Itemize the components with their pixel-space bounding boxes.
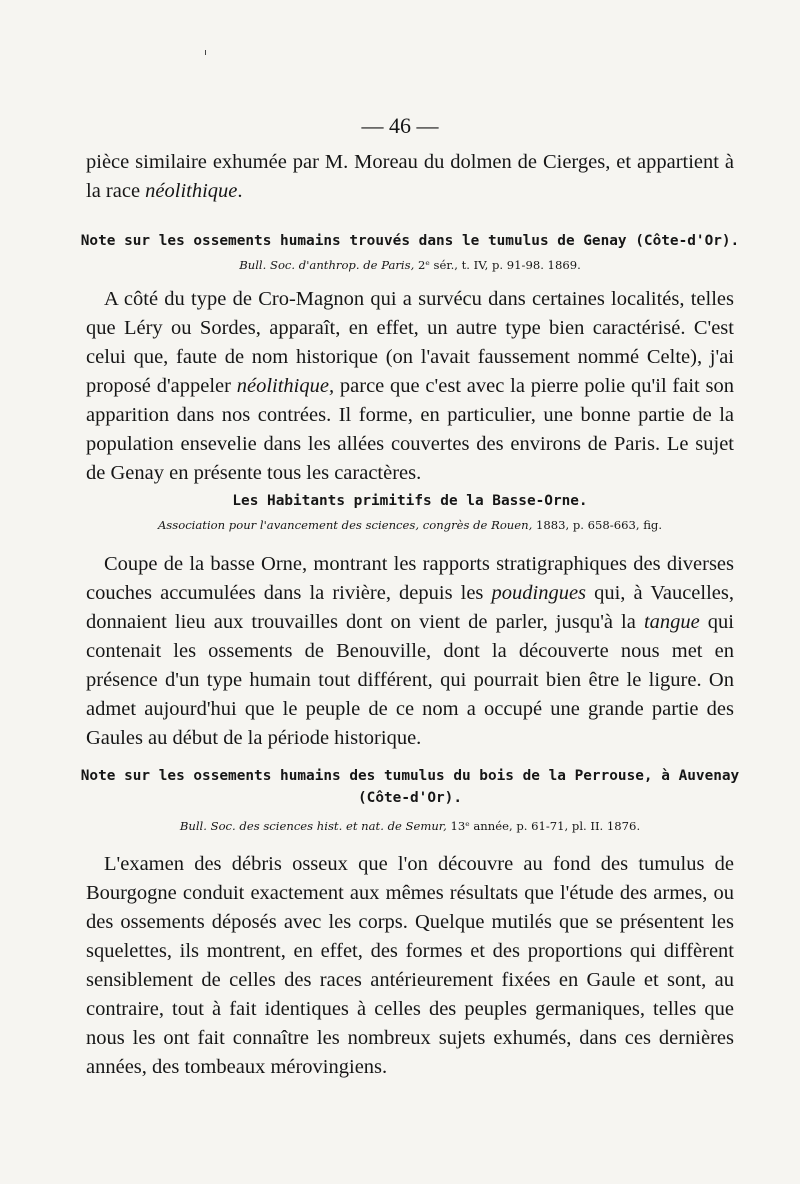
section-heading-basse-orne: Les Habitants primitifs de la Basse-Orne.: [232, 493, 588, 509]
citation-basse-orne: Association pour l'avancement des sciences, congrès de Rouen, 1883, p. 658-663, fig.: [157, 518, 663, 532]
section-heading-genay: Note sur les ossements humains trouvés dans le tumulus de Genay (Côte-d'Or).: [80, 233, 740, 249]
paragraph-genay-block: [86, 285, 734, 488]
section-heading-perrouse-line2: (Côte-d'Or).: [358, 790, 462, 806]
intro-paragraph: pièce similaire exhumée par M. Moreau du dolmen de Cierges, et appartient à la race néolithique.: [86, 151, 734, 202]
paragraph-perrouse: L'examen des débris osseux que l'on découvre au fond des tumulus de Bourgogne conduit exactement aux mêmes résultats que l'étude des armes, ou des ossements déposés avec les corps. Quelque mutilés que se présentent les squelettes, ils montrent, en effet, des formes et des proportions qui diffèrent sensiblement de celles des races antérieurement fixées en Gaule et sont, au contraire, tout à fait identiques à celles des peuples germaniques, telles que nous les ont fait connaître les nombreux sujets exhumés, dans ces dernières années, des tombeaux mérovingiens.: [86, 853, 734, 1078]
page-number: — 46 —: [361, 113, 439, 138]
paragraph-perrouse-block: [86, 850, 734, 1082]
section-heading-perrouse: [80, 765, 740, 809]
citation-genay: Bull. Soc. d'anthrop. de Paris, 2ᵉ sér., t. IV, p. 91-98. 1869.: [239, 258, 581, 272]
section-heading-perrouse-line1: Note sur les ossements humains des tumulus du bois de la Perrouse, à Auvenay: [80, 768, 740, 784]
paragraph-basse-orne-block: [86, 550, 734, 753]
intro-paragraph-block: [86, 148, 734, 206]
paragraph-genay: A côté du type de Cro-Magnon qui a survécu dans certaines localités, telles que Léry ou Sordes, apparaît, en effet, un autre type bien caractérisé. C'est celui que, faute de nom historique (on l'avait faussement nommé Celte), j'ai proposé d'appeler néolithique, parce que c'est avec la pierre polie qu'il fait son apparition dans nos contrées. Il forme, en particulier, une bonne partie de la population ensevelie dans les allées couvertes des environs de Paris. Le sujet de Genay en présente tous les caractères.: [86, 288, 735, 484]
scan-mark: [205, 50, 206, 55]
paragraph-basse-orne: Coupe de la basse Orne, montrant les rapports stratigraphiques des diverses couches accumulées dans la rivière, depuis les poudingues qui, à Vaucelles, donnaient lieu aux trouvailles dont on vient de parler, jusqu'à la tangue qui contenait les ossements de Benouville, dont la découverte nous met en présence d'un type humain tout différent, qui pourrait bien être le ligure. On admet aujourd'hui que le peuple de ce nom a occupé une grande partie des Gaules au début de la période historique.: [86, 553, 735, 749]
citation-perrouse: Bull. Soc. des sciences hist. et nat. de Semur, 13ᵉ année, p. 61-71, pl. II. 1876.: [179, 819, 641, 833]
